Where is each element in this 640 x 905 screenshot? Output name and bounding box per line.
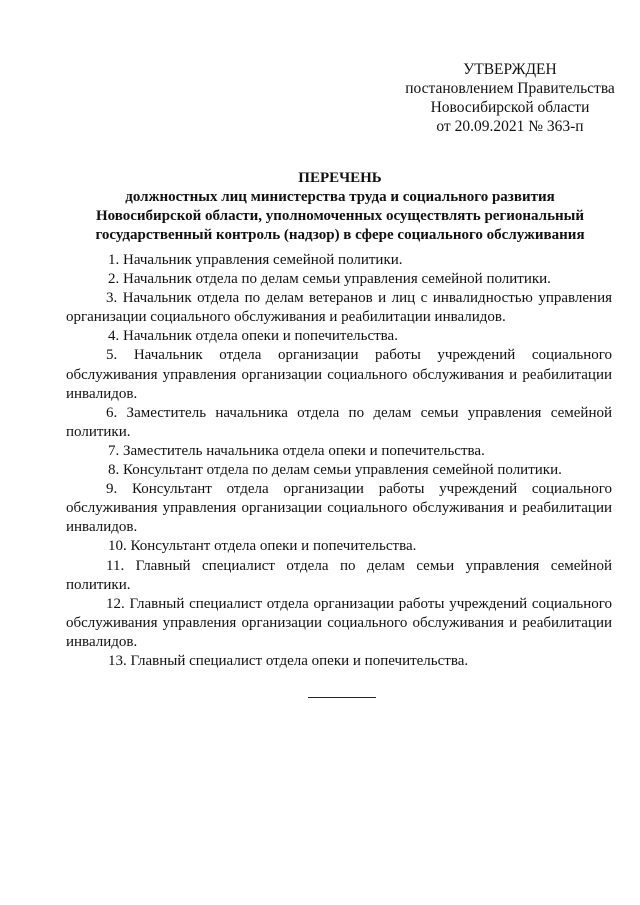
approval-heading: УТВЕРЖДЕН: [463, 61, 557, 78]
list-item: 7. Заместитель начальника отдела опеки и попечительства.: [108, 442, 485, 459]
closing-divider: [308, 697, 376, 698]
approval-line: постановлением Правительства: [405, 80, 615, 97]
list-item: 10. Консультант отдела опеки и попечительства.: [108, 538, 417, 555]
title-heading: ПЕРЕЧЕНЬ: [298, 170, 382, 186]
list-item: 1. Начальник управления семейной политики.: [108, 252, 403, 268]
approval-date: от 20.09.2021 № 363-п: [436, 118, 584, 135]
list-item: 3. Начальник отдела по делам ветеранов и лиц с инвалидностью управления организации социального обслуживания и реабилитации инвалидов.: [66, 290, 612, 326]
title-line: должностных лиц министерства труда и социального развития: [125, 189, 555, 205]
officials-list: [66, 251, 612, 671]
list-item: 13. Главный специалист отдела опеки и попечительства.: [108, 652, 469, 669]
approval-line: Новосибирской области: [430, 99, 590, 116]
list-item: 9. Консультант отдела организации работы учреждений социального обслуживания управления организации социального обслуживания и реабилитации инвалидов.: [66, 481, 612, 536]
list-item: 6. Заместитель начальника отдела по делам семьи управления семейной политики.: [66, 404, 612, 440]
list-item: 4. Начальник отдела опеки и попечительства.: [108, 328, 398, 345]
list-item: 8. Консультант отдела по делам семьи управления семейной политики.: [108, 462, 562, 479]
document-title: [66, 169, 614, 245]
title-line: государственный контроль (надзор) в сфере социального обслуживания: [95, 227, 585, 243]
list-item: 11. Главный специалист отдела по делам семьи управления семейной политики.: [66, 557, 612, 593]
approval-stamp: [380, 60, 640, 136]
list-item: 12. Главный специалист отдела организации работы учреждений социального обслуживания управления организации социального обслуживания и реабилитации инвалидов.: [66, 595, 612, 650]
title-line: Новосибирской области, уполномоченных осуществлять региональный: [95, 208, 585, 224]
list-item: 5. Начальник отдела организации работы учреждений социального обслуживания управления организации социального обслуживания и реабилитации инвалидов.: [66, 347, 612, 402]
list-item: 2. Начальник отдела по делам семьи управления семейной политики.: [108, 271, 551, 288]
